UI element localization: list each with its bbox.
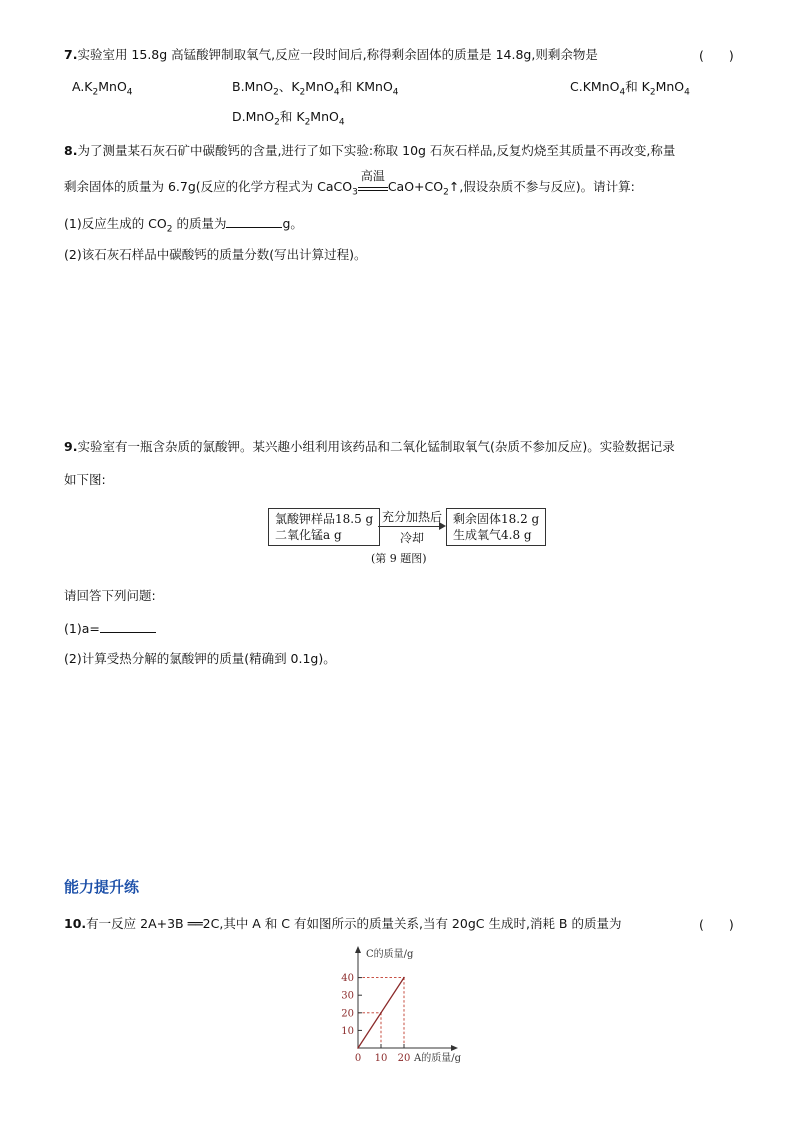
y-tick-label: 20 [341,1008,354,1020]
q9-sub1: (1)a= [64,619,156,638]
q9-stem-line1: 9.实验室有一瓶含杂质的氯酸钾。某兴趣小组利用该药品和二氧化锰制取氧气(杂质不参加反应)。实验数据记录 [64,439,675,454]
q9-input-box: 氯酸钾样品18.5 g 二氧化锰a g [268,508,380,546]
q9-output-box: 剩余固体18.2 g 生成氧气4.8 g [446,508,546,546]
q8-sub2: (2)该石灰石样品中碳酸钙的质量分数(写出计算过程)。 [64,247,367,262]
q10-answer-paren: ( ) [699,917,734,932]
q7-option-a: $A.K_2MnO_4$ [72,79,133,98]
q8-sub1: (1)反应生成的 $CO_2$ 的质量为 g。 [64,216,303,235]
q7-stem [64,46,598,64]
x-tick-label: 0 [354,1053,362,1064]
mass-relation-chart [330,940,490,1065]
q9-process-arrow: 充分加热后 冷却 [378,508,446,546]
x-tick-label: 10 [374,1053,388,1064]
data-point [380,1012,382,1014]
q9-figure-caption: (第 9 题图) [371,552,427,565]
q7-option-d: D.MnO$_2$和 $K_2MnO_4$ [232,109,345,128]
q9-number: 9. [64,439,78,454]
q10-stem: 10.有一反应 2A+3B ══2C,其中 A 和 C 有如图所示的质量关系,当有 20gC 生成时,消耗 B 的质量为 [64,916,622,931]
x-axis-arrow [451,1045,458,1051]
q9-sub2: (2)计算受热分解的氯酸钾的质量(精确到 0.1g)。 [64,651,336,666]
q9-answer-blank[interactable] [100,619,156,633]
x-axis-label: A的质量/g [414,1053,461,1064]
q7-stem-text: 实验室用 15.8g 高锰酸钾制取氧气,反应一段时间后,称得剩余固体的质量是 14.8g,则剩余物是 [77,47,598,62]
y-axis-arrow [355,946,361,953]
q8-answer-blank[interactable] [226,214,282,228]
q8-stem-line2: 剩余固体的质量为 6.7g(反应的化学方程式为 CaCO$_3$ 高温 $CaO+CO_2↑$,假设杂质不参与反应)。请计算: [64,169,635,198]
q7-option-b: B.MnO$_2$、$K_2MnO_4$和 KMnO$_4$ [232,79,399,98]
y-tick-label: 10 [341,1025,354,1037]
q8-number: 8. [64,143,78,158]
data-point [403,977,405,979]
q7-option-c: C.KMnO$_4$和 $K_2MnO_4$ [570,79,690,98]
data-point [357,1047,359,1049]
q9-stem-line2: 如下图: [64,472,106,487]
q10-number: 10. [64,916,87,931]
y-axis-label: C的质量/g [366,949,414,960]
reaction-condition-sign: 高温 [358,179,388,191]
y-tick-label: 30 [341,990,354,1002]
q7-answer-paren: ( ) [699,48,734,63]
q8-stem-line1: 8.为了测量某石灰石矿中碳酸钙的含量,进行了如下实验:称取 10g 石灰石样品,反复灼烧至其质量不再改变,称量 [64,143,676,158]
q7-number: 7. [64,47,78,62]
q9-prompt: 请回答下列问题: [64,588,156,603]
x-tick-label: 20 [397,1053,411,1064]
y-tick-label: 40 [341,973,354,985]
section-title: 能力提升练 [64,878,140,896]
